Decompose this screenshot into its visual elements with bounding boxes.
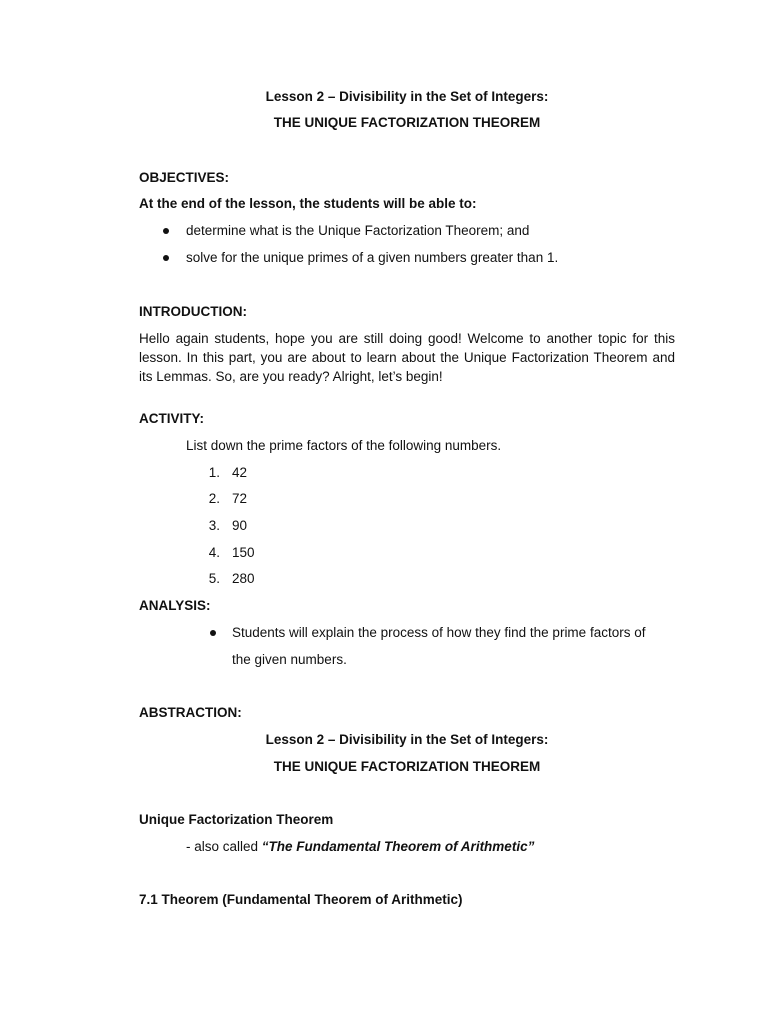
- also-called-line: [186, 838, 534, 856]
- list-item-value: 42: [232, 465, 248, 480]
- objectives-heading: OBJECTIVES:: [139, 170, 230, 185]
- analysis-item-line: the given numbers.: [232, 652, 347, 667]
- list-item-number: 1.: [208, 465, 220, 480]
- also-called-name: “The Fundamental Theorem of Arithmetic”: [261, 839, 535, 854]
- also-called-prefix: - also called: [186, 839, 262, 854]
- objective-item: determine what is the Unique Factorization Theorem; and: [186, 223, 530, 238]
- list-item-value: 90: [232, 518, 248, 533]
- list-item-number: 2.: [208, 491, 220, 506]
- activity-heading: ACTIVITY:: [139, 411, 204, 426]
- list-item-value: 280: [232, 571, 255, 586]
- list-item-number: 3.: [208, 518, 220, 533]
- bullet-icon: [163, 228, 169, 234]
- abstraction-title: Lesson 2 – Divisibility in the Set of Integers:: [265, 732, 549, 747]
- analysis-heading: ANALYSIS:: [139, 598, 211, 613]
- list-item-number: 4.: [208, 545, 220, 560]
- list-item-number: 5.: [208, 571, 220, 586]
- header-subtitle: THE UNIQUE FACTORIZATION THEOREM: [273, 115, 541, 130]
- objective-item: solve for the unique primes of a given numbers greater than 1.: [186, 250, 559, 265]
- list-item-value: 150: [232, 545, 255, 560]
- header-title: Lesson 2 – Divisibility in the Set of Integers:: [265, 89, 549, 104]
- abstraction-heading: ABSTRACTION:: [139, 705, 242, 720]
- introduction-paragraph: Hello again students, hope you are still doing good! Welcome to another topic for this lesson. In this part, you are about to learn about the Unique Factorization Theorem and its Lemmas. So, are you ready? Alright, let’s begin!: [139, 331, 675, 384]
- bullet-icon: [163, 255, 169, 261]
- bullet-icon: [210, 630, 216, 636]
- theorem-subheading: Unique Factorization Theorem: [139, 812, 334, 827]
- list-item-value: 72: [232, 491, 248, 506]
- theorem-heading: 7.1 Theorem (Fundamental Theorem of Arithmetic): [139, 892, 463, 907]
- objectives-lead: At the end of the lesson, the students will be able to:: [139, 196, 477, 211]
- abstraction-subtitle: THE UNIQUE FACTORIZATION THEOREM: [273, 759, 541, 774]
- analysis-item-line: Students will explain the process of how they find the prime factors of: [232, 625, 646, 640]
- activity-instruction: List down the prime factors of the following numbers.: [186, 438, 502, 453]
- introduction-heading: INTRODUCTION:: [139, 304, 247, 319]
